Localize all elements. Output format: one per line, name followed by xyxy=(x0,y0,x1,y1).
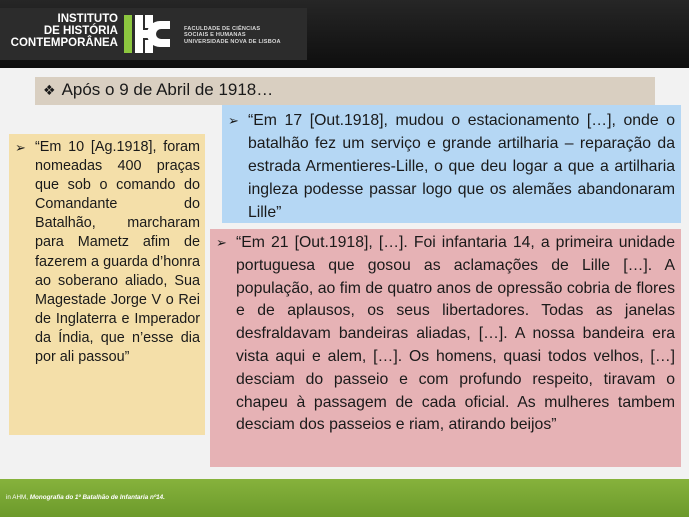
header-bar xyxy=(0,0,689,68)
ihc-logo-mark-icon xyxy=(124,15,170,53)
logo-ihc-line-1: INSTITUTO xyxy=(57,13,118,25)
diamond-bullet-icon: ❖ xyxy=(43,82,56,98)
logo-fcsh-line-1: FACULDADE DE CIÊNCIAS xyxy=(184,26,261,32)
logo-fcsh-line-3: UNIVERSIDADE NOVA DE LISBOA xyxy=(184,38,281,45)
slide-heading xyxy=(35,77,655,105)
source-title: Monografia do 1º Batalhão de Infantaria nº14. xyxy=(29,494,165,501)
quote-text-left: “Em 10 [Ag.1918], foram nomeadas 400 praças que sob o comando do Comandante do Batalhão, marcharam para Mametz afim de fazerem a guarda d’honra ao soberano aliado, Sua Magestade Jorge V o Rei de Inglaterra e Imperador da Índia, que n’esse dia por ali passou” xyxy=(35,139,200,366)
logo-ihc-line-3: CONTEMPORÂNEA xyxy=(10,37,118,49)
quote-text-top-right: “Em 17 [Out.1918], mudou o estacionamento […], onde o batalhão fez um serviço e grande artilharia – reparação da estrada Armentieres-Lille, o que deu logar a que a artilharia ingleza podesse passar logo que os alemães abandonaram Lille” xyxy=(248,112,675,221)
quote-text-bottom-right: “Em 21 [Out.1918], […]. Foi infantaria 14, a primeira unidade portuguesa que gosou as aclamações de Lille […]. A população, ao fim de quatro anos de opressão cobria de flores e de aplausos, os seus libertadores. Todas as janelas desfraldavam bandeiras aliadas, […]. A nossa bandeira era vista aqui e alem, […]. Os homens, quasi todos velhos, […] desciam do passeio e com profundo respeito, tiravam o chapeu à passagem de cada oficial. As mulheres tambem desciam dos passeios e riam, atirando beijos” xyxy=(236,234,675,434)
arrow-bullet-icon: ➢ xyxy=(216,235,227,250)
quote-box-bottom-right xyxy=(210,229,681,467)
logo-ihc-line-2: DE HISTÓRIA xyxy=(43,25,118,37)
logo-fcsh-line-2: SOCIAIS E HUMANAS xyxy=(184,32,246,39)
source-citation xyxy=(6,494,165,501)
arrow-bullet-icon: ➢ xyxy=(228,113,239,128)
logo-ihc-text xyxy=(4,13,118,49)
quote-box-top-right xyxy=(222,105,681,223)
arrow-bullet-icon: ➢ xyxy=(15,140,26,155)
institution-logo xyxy=(0,8,307,60)
slide-heading-text: Após o 9 de Abril de 1918… xyxy=(61,80,274,99)
source-prefix: in AHM, xyxy=(6,494,30,501)
quote-box-left xyxy=(9,134,205,435)
logo-fcsh-text xyxy=(184,26,281,45)
